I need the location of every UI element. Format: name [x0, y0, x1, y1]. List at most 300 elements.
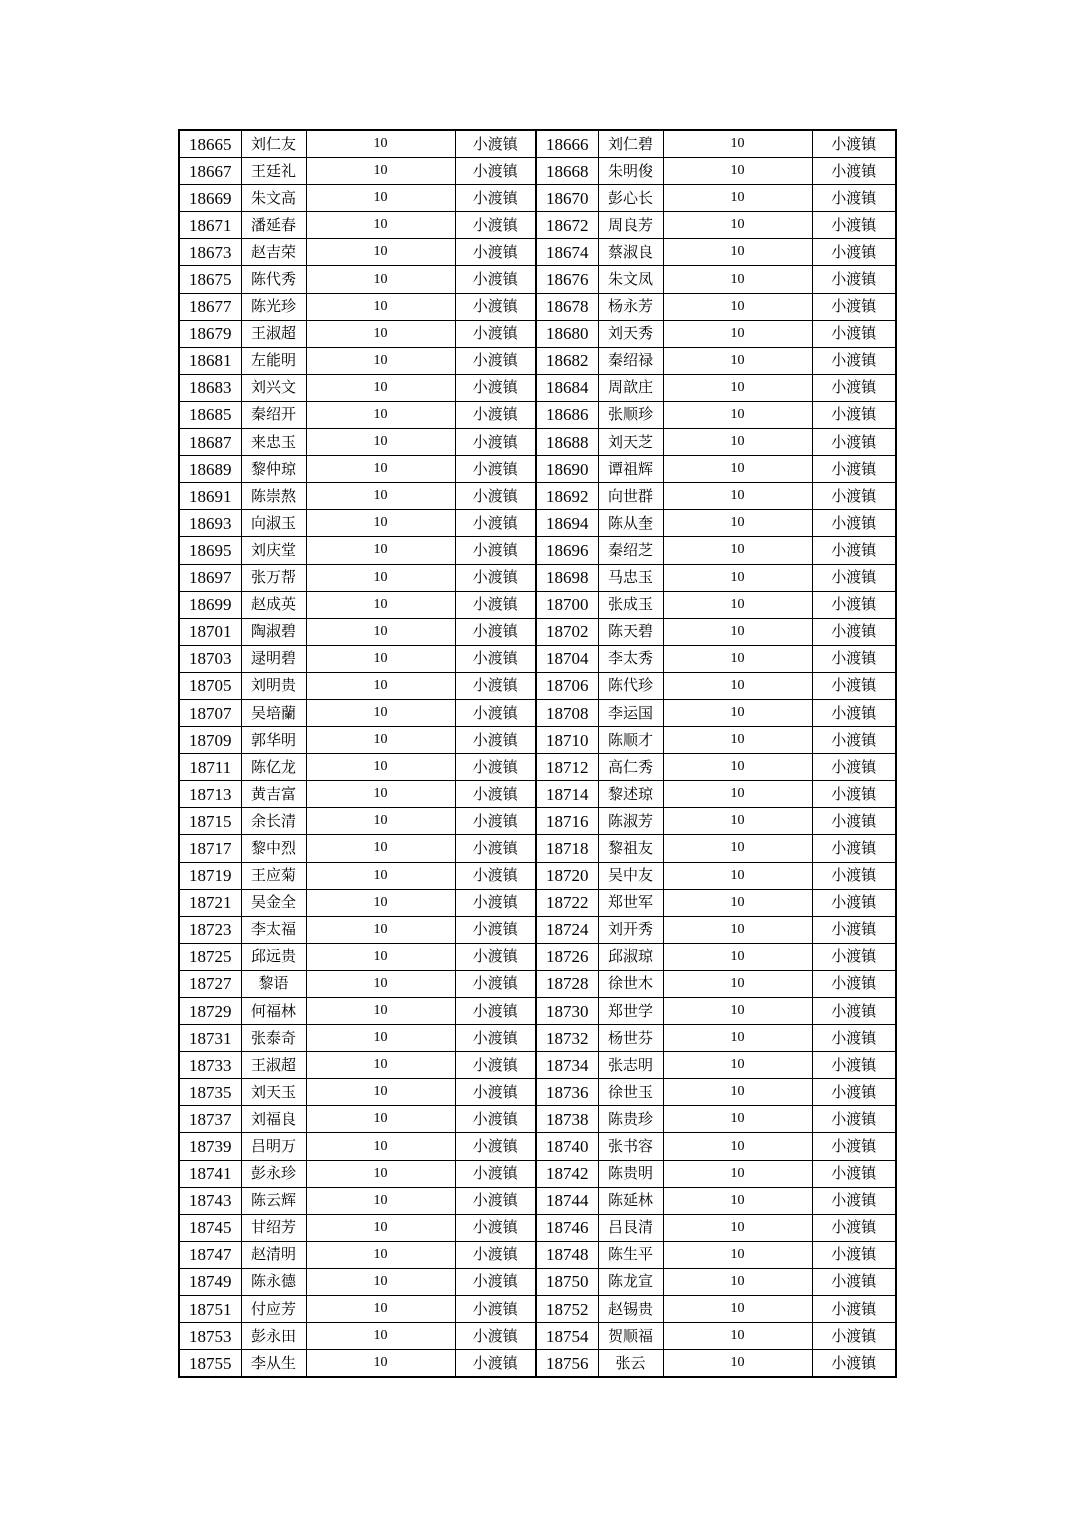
record-id-cell: 18709 — [179, 727, 241, 754]
township-cell: 小渡镇 — [812, 1323, 896, 1350]
record-id-cell: 18683 — [179, 374, 241, 401]
amount-cell: 10 — [306, 537, 455, 564]
table-row — [179, 1025, 896, 1052]
person-name-cell: 朱文高 — [241, 185, 306, 212]
amount-cell: 10 — [306, 456, 455, 483]
township-cell: 小渡镇 — [455, 808, 536, 835]
amount-cell: 10 — [306, 1214, 455, 1241]
amount-cell: 10 — [663, 1133, 812, 1160]
township-cell: 小渡镇 — [812, 835, 896, 862]
record-id-cell: 18696 — [536, 537, 598, 564]
record-id-cell: 18679 — [179, 320, 241, 347]
township-cell: 小渡镇 — [455, 347, 536, 374]
record-id-cell: 18755 — [179, 1350, 241, 1378]
person-name-cell: 黎仲琼 — [241, 456, 306, 483]
table-row — [179, 212, 896, 239]
amount-cell: 10 — [306, 889, 455, 916]
record-id-cell: 18751 — [179, 1296, 241, 1323]
person-name-cell: 徐世玉 — [598, 1079, 663, 1106]
record-id-cell: 18753 — [179, 1323, 241, 1350]
table-row — [179, 835, 896, 862]
amount-cell: 10 — [306, 1323, 455, 1350]
township-cell: 小渡镇 — [812, 212, 896, 239]
record-id-cell: 18714 — [536, 781, 598, 808]
amount-cell: 10 — [306, 347, 455, 374]
record-id-cell: 18680 — [536, 320, 598, 347]
township-cell: 小渡镇 — [812, 1296, 896, 1323]
person-name-cell: 吴培蘭 — [241, 699, 306, 726]
amount-cell: 10 — [663, 1106, 812, 1133]
record-id-cell: 18704 — [536, 645, 598, 672]
amount-cell: 10 — [306, 1187, 455, 1214]
record-id-cell: 18673 — [179, 239, 241, 266]
record-id-cell: 18674 — [536, 239, 598, 266]
person-name-cell: 秦绍禄 — [598, 347, 663, 374]
amount-cell: 10 — [663, 727, 812, 754]
record-id-cell: 18731 — [179, 1025, 241, 1052]
amount-cell: 10 — [663, 293, 812, 320]
amount-cell: 10 — [663, 1079, 812, 1106]
township-cell: 小渡镇 — [812, 754, 896, 781]
township-cell: 小渡镇 — [812, 429, 896, 456]
township-cell: 小渡镇 — [455, 374, 536, 401]
person-name-cell: 周歆庄 — [598, 374, 663, 401]
person-name-cell: 刘庆堂 — [241, 537, 306, 564]
person-name-cell: 彭永田 — [241, 1323, 306, 1350]
township-cell: 小渡镇 — [812, 483, 896, 510]
record-id-cell: 18684 — [536, 374, 598, 401]
township-cell: 小渡镇 — [812, 889, 896, 916]
person-name-cell: 何福林 — [241, 998, 306, 1025]
amount-cell: 10 — [663, 401, 812, 428]
person-name-cell: 张成玉 — [598, 591, 663, 618]
record-id-cell: 18743 — [179, 1187, 241, 1214]
record-id-cell: 18713 — [179, 781, 241, 808]
amount-cell: 10 — [306, 781, 455, 808]
township-cell: 小渡镇 — [812, 727, 896, 754]
table-row — [179, 483, 896, 510]
record-id-cell: 18702 — [536, 618, 598, 645]
amount-cell: 10 — [663, 456, 812, 483]
table-row — [179, 970, 896, 997]
record-id-cell: 18697 — [179, 564, 241, 591]
township-cell: 小渡镇 — [455, 456, 536, 483]
record-id-cell: 18698 — [536, 564, 598, 591]
table-row — [179, 510, 896, 537]
record-id-cell: 18717 — [179, 835, 241, 862]
record-id-cell: 18677 — [179, 293, 241, 320]
record-id-cell: 18689 — [179, 456, 241, 483]
township-cell: 小渡镇 — [455, 672, 536, 699]
person-name-cell: 彭永珍 — [241, 1160, 306, 1187]
table-row — [179, 266, 896, 293]
township-cell: 小渡镇 — [812, 1025, 896, 1052]
record-id-cell: 18745 — [179, 1214, 241, 1241]
township-cell: 小渡镇 — [812, 374, 896, 401]
record-id-cell: 18671 — [179, 212, 241, 239]
record-id-cell: 18716 — [536, 808, 598, 835]
amount-cell: 10 — [306, 1025, 455, 1052]
township-cell: 小渡镇 — [455, 130, 536, 158]
township-cell: 小渡镇 — [455, 943, 536, 970]
record-id-cell: 18721 — [179, 889, 241, 916]
record-id-cell: 18688 — [536, 429, 598, 456]
table-row — [179, 1268, 896, 1295]
amount-cell: 10 — [306, 1268, 455, 1295]
record-id-cell: 18726 — [536, 943, 598, 970]
township-cell: 小渡镇 — [455, 537, 536, 564]
table-row — [179, 1106, 896, 1133]
township-cell: 小渡镇 — [455, 699, 536, 726]
amount-cell: 10 — [663, 591, 812, 618]
amount-cell: 10 — [306, 483, 455, 510]
person-name-cell: 陈崇熬 — [241, 483, 306, 510]
person-name-cell: 郑世学 — [598, 998, 663, 1025]
amount-cell: 10 — [306, 320, 455, 347]
person-name-cell: 黎语 — [241, 970, 306, 997]
township-cell: 小渡镇 — [455, 1133, 536, 1160]
table-row — [179, 727, 896, 754]
amount-cell: 10 — [306, 618, 455, 645]
amount-cell: 10 — [663, 835, 812, 862]
person-name-cell: 向世群 — [598, 483, 663, 510]
person-name-cell: 张顺珍 — [598, 401, 663, 428]
amount-cell: 10 — [306, 916, 455, 943]
record-id-cell: 18733 — [179, 1052, 241, 1079]
person-name-cell: 向淑玉 — [241, 510, 306, 537]
person-name-cell: 王廷礼 — [241, 158, 306, 185]
table-row — [179, 158, 896, 185]
table-row — [179, 1350, 896, 1378]
amount-cell: 10 — [306, 998, 455, 1025]
record-id-cell: 18686 — [536, 401, 598, 428]
amount-cell: 10 — [663, 1025, 812, 1052]
record-id-cell: 18727 — [179, 970, 241, 997]
amount-cell: 10 — [306, 1241, 455, 1268]
record-id-cell: 18738 — [536, 1106, 598, 1133]
record-id-cell: 18710 — [536, 727, 598, 754]
person-name-cell: 刘天芝 — [598, 429, 663, 456]
township-cell: 小渡镇 — [455, 1025, 536, 1052]
township-cell: 小渡镇 — [455, 1296, 536, 1323]
amount-cell: 10 — [663, 347, 812, 374]
record-id-cell: 18752 — [536, 1296, 598, 1323]
person-name-cell: 陈龙宣 — [598, 1268, 663, 1295]
township-cell: 小渡镇 — [455, 889, 536, 916]
township-cell: 小渡镇 — [812, 1214, 896, 1241]
person-name-cell: 杨世芬 — [598, 1025, 663, 1052]
record-id-cell: 18712 — [536, 754, 598, 781]
person-name-cell: 刘明贵 — [241, 672, 306, 699]
person-name-cell: 张泰奇 — [241, 1025, 306, 1052]
person-name-cell: 付应芳 — [241, 1296, 306, 1323]
person-name-cell: 王淑超 — [241, 320, 306, 347]
record-id-cell: 18708 — [536, 699, 598, 726]
record-id-cell: 18715 — [179, 808, 241, 835]
record-id-cell: 18692 — [536, 483, 598, 510]
amount-cell: 10 — [663, 1052, 812, 1079]
amount-cell: 10 — [306, 212, 455, 239]
amount-cell: 10 — [663, 699, 812, 726]
table-row — [179, 1296, 896, 1323]
township-cell: 小渡镇 — [812, 510, 896, 537]
amount-cell: 10 — [663, 483, 812, 510]
person-name-cell: 李从生 — [241, 1350, 306, 1378]
amount-cell: 10 — [306, 645, 455, 672]
person-name-cell: 朱明俊 — [598, 158, 663, 185]
table-row — [179, 1160, 896, 1187]
roster-table — [178, 129, 897, 1378]
township-cell: 小渡镇 — [455, 1350, 536, 1378]
record-id-cell: 18730 — [536, 998, 598, 1025]
township-cell: 小渡镇 — [812, 1160, 896, 1187]
amount-cell: 10 — [663, 970, 812, 997]
person-name-cell: 彭心长 — [598, 185, 663, 212]
table-row — [179, 1241, 896, 1268]
amount-cell: 10 — [663, 1160, 812, 1187]
township-cell: 小渡镇 — [812, 591, 896, 618]
amount-cell: 10 — [306, 754, 455, 781]
person-name-cell: 贺顺福 — [598, 1323, 663, 1350]
township-cell: 小渡镇 — [812, 347, 896, 374]
amount-cell: 10 — [663, 781, 812, 808]
record-id-cell: 18682 — [536, 347, 598, 374]
table-row — [179, 672, 896, 699]
person-name-cell: 朱文凤 — [598, 266, 663, 293]
person-name-cell: 黄吉富 — [241, 781, 306, 808]
table-row — [179, 699, 896, 726]
person-name-cell: 陈顺才 — [598, 727, 663, 754]
amount-cell: 10 — [663, 645, 812, 672]
record-id-cell: 18691 — [179, 483, 241, 510]
record-id-cell: 18668 — [536, 158, 598, 185]
township-cell: 小渡镇 — [812, 564, 896, 591]
person-name-cell: 杨永芳 — [598, 293, 663, 320]
record-id-cell: 18729 — [179, 998, 241, 1025]
record-id-cell: 18732 — [536, 1025, 598, 1052]
person-name-cell: 陈贵明 — [598, 1160, 663, 1187]
amount-cell: 10 — [306, 266, 455, 293]
person-name-cell: 邱远贵 — [241, 943, 306, 970]
township-cell: 小渡镇 — [455, 510, 536, 537]
township-cell: 小渡镇 — [812, 320, 896, 347]
township-cell: 小渡镇 — [455, 591, 536, 618]
record-id-cell: 18718 — [536, 835, 598, 862]
table-row — [179, 998, 896, 1025]
table-row — [179, 1187, 896, 1214]
township-cell: 小渡镇 — [812, 781, 896, 808]
township-cell: 小渡镇 — [812, 1079, 896, 1106]
person-name-cell: 黎述琼 — [598, 781, 663, 808]
amount-cell: 10 — [306, 1296, 455, 1323]
amount-cell: 10 — [663, 537, 812, 564]
record-id-cell: 18675 — [179, 266, 241, 293]
record-id-cell: 18699 — [179, 591, 241, 618]
table-row — [179, 429, 896, 456]
amount-cell: 10 — [663, 1187, 812, 1214]
person-name-cell: 李太秀 — [598, 645, 663, 672]
person-name-cell: 陈代珍 — [598, 672, 663, 699]
person-name-cell: 刘天玉 — [241, 1079, 306, 1106]
person-name-cell: 刘仁友 — [241, 130, 306, 158]
township-cell: 小渡镇 — [455, 185, 536, 212]
record-id-cell: 18719 — [179, 862, 241, 889]
record-id-cell: 18693 — [179, 510, 241, 537]
table-row — [179, 320, 896, 347]
roster-body — [179, 130, 896, 1377]
table-row — [179, 1323, 896, 1350]
township-cell: 小渡镇 — [812, 808, 896, 835]
table-row — [179, 943, 896, 970]
record-id-cell: 18676 — [536, 266, 598, 293]
person-name-cell: 陈云辉 — [241, 1187, 306, 1214]
township-cell: 小渡镇 — [455, 1268, 536, 1295]
amount-cell: 10 — [663, 1214, 812, 1241]
township-cell: 小渡镇 — [812, 185, 896, 212]
amount-cell: 10 — [306, 374, 455, 401]
amount-cell: 10 — [306, 185, 455, 212]
person-name-cell: 赵锡贵 — [598, 1296, 663, 1323]
amount-cell: 10 — [663, 889, 812, 916]
person-name-cell: 谭祖辉 — [598, 456, 663, 483]
township-cell: 小渡镇 — [812, 970, 896, 997]
amount-cell: 10 — [663, 672, 812, 699]
record-id-cell: 18741 — [179, 1160, 241, 1187]
township-cell: 小渡镇 — [812, 998, 896, 1025]
township-cell: 小渡镇 — [455, 916, 536, 943]
record-id-cell: 18723 — [179, 916, 241, 943]
amount-cell: 10 — [663, 429, 812, 456]
record-id-cell: 18754 — [536, 1323, 598, 1350]
township-cell: 小渡镇 — [812, 943, 896, 970]
person-name-cell: 王淑超 — [241, 1052, 306, 1079]
township-cell: 小渡镇 — [812, 1106, 896, 1133]
township-cell: 小渡镇 — [812, 1052, 896, 1079]
amount-cell: 10 — [663, 158, 812, 185]
person-name-cell: 徐世木 — [598, 970, 663, 997]
township-cell: 小渡镇 — [455, 1079, 536, 1106]
township-cell: 小渡镇 — [455, 266, 536, 293]
record-id-cell: 18665 — [179, 130, 241, 158]
table-row — [179, 564, 896, 591]
township-cell: 小渡镇 — [455, 645, 536, 672]
record-id-cell: 18707 — [179, 699, 241, 726]
amount-cell: 10 — [306, 158, 455, 185]
person-name-cell: 陈光珍 — [241, 293, 306, 320]
record-id-cell: 18737 — [179, 1106, 241, 1133]
table-row — [179, 754, 896, 781]
record-id-cell: 18735 — [179, 1079, 241, 1106]
amount-cell: 10 — [306, 862, 455, 889]
amount-cell: 10 — [663, 1268, 812, 1295]
person-name-cell: 陈淑芳 — [598, 808, 663, 835]
record-id-cell: 18701 — [179, 618, 241, 645]
township-cell: 小渡镇 — [455, 781, 536, 808]
person-name-cell: 王应菊 — [241, 862, 306, 889]
table-row — [179, 347, 896, 374]
township-cell: 小渡镇 — [455, 970, 536, 997]
person-name-cell: 张万帮 — [241, 564, 306, 591]
amount-cell: 10 — [306, 401, 455, 428]
amount-cell: 10 — [663, 266, 812, 293]
person-name-cell: 刘仁碧 — [598, 130, 663, 158]
township-cell: 小渡镇 — [812, 699, 896, 726]
table-row — [179, 374, 896, 401]
record-id-cell: 18678 — [536, 293, 598, 320]
record-id-cell: 18724 — [536, 916, 598, 943]
table-row — [179, 293, 896, 320]
person-name-cell: 刘开秀 — [598, 916, 663, 943]
table-row — [179, 781, 896, 808]
township-cell: 小渡镇 — [455, 483, 536, 510]
township-cell: 小渡镇 — [812, 130, 896, 158]
record-id-cell: 18667 — [179, 158, 241, 185]
amount-cell: 10 — [663, 564, 812, 591]
record-id-cell: 18685 — [179, 401, 241, 428]
amount-cell: 10 — [306, 970, 455, 997]
amount-cell: 10 — [306, 1052, 455, 1079]
township-cell: 小渡镇 — [455, 293, 536, 320]
record-id-cell: 18705 — [179, 672, 241, 699]
record-id-cell: 18670 — [536, 185, 598, 212]
amount-cell: 10 — [663, 510, 812, 537]
township-cell: 小渡镇 — [455, 998, 536, 1025]
township-cell: 小渡镇 — [455, 1187, 536, 1214]
record-id-cell: 18720 — [536, 862, 598, 889]
person-name-cell: 邱淑琼 — [598, 943, 663, 970]
record-id-cell: 18734 — [536, 1052, 598, 1079]
person-name-cell: 刘福良 — [241, 1106, 306, 1133]
table-row — [179, 130, 896, 158]
person-name-cell: 李运国 — [598, 699, 663, 726]
person-name-cell: 周良芳 — [598, 212, 663, 239]
table-row — [179, 401, 896, 428]
person-name-cell: 赵吉荣 — [241, 239, 306, 266]
township-cell: 小渡镇 — [812, 456, 896, 483]
person-name-cell: 陶淑碧 — [241, 618, 306, 645]
township-cell: 小渡镇 — [812, 401, 896, 428]
amount-cell: 10 — [306, 130, 455, 158]
amount-cell: 10 — [306, 429, 455, 456]
record-id-cell: 18736 — [536, 1079, 598, 1106]
record-id-cell: 18711 — [179, 754, 241, 781]
person-name-cell: 逯明碧 — [241, 645, 306, 672]
amount-cell: 10 — [663, 320, 812, 347]
amount-cell: 10 — [663, 943, 812, 970]
amount-cell: 10 — [663, 618, 812, 645]
township-cell: 小渡镇 — [812, 158, 896, 185]
township-cell: 小渡镇 — [812, 1268, 896, 1295]
township-cell: 小渡镇 — [455, 727, 536, 754]
person-name-cell: 吕艮清 — [598, 1214, 663, 1241]
person-name-cell: 赵清明 — [241, 1241, 306, 1268]
amount-cell: 10 — [306, 1106, 455, 1133]
table-row — [179, 239, 896, 266]
amount-cell: 10 — [306, 591, 455, 618]
record-id-cell: 18703 — [179, 645, 241, 672]
person-name-cell: 吴金全 — [241, 889, 306, 916]
record-id-cell: 18690 — [536, 456, 598, 483]
amount-cell: 10 — [663, 808, 812, 835]
amount-cell: 10 — [306, 1133, 455, 1160]
amount-cell: 10 — [663, 212, 812, 239]
table-row — [179, 537, 896, 564]
township-cell: 小渡镇 — [812, 645, 896, 672]
person-name-cell: 陈永德 — [241, 1268, 306, 1295]
table-row — [179, 1133, 896, 1160]
township-cell: 小渡镇 — [455, 564, 536, 591]
amount-cell: 10 — [306, 1160, 455, 1187]
